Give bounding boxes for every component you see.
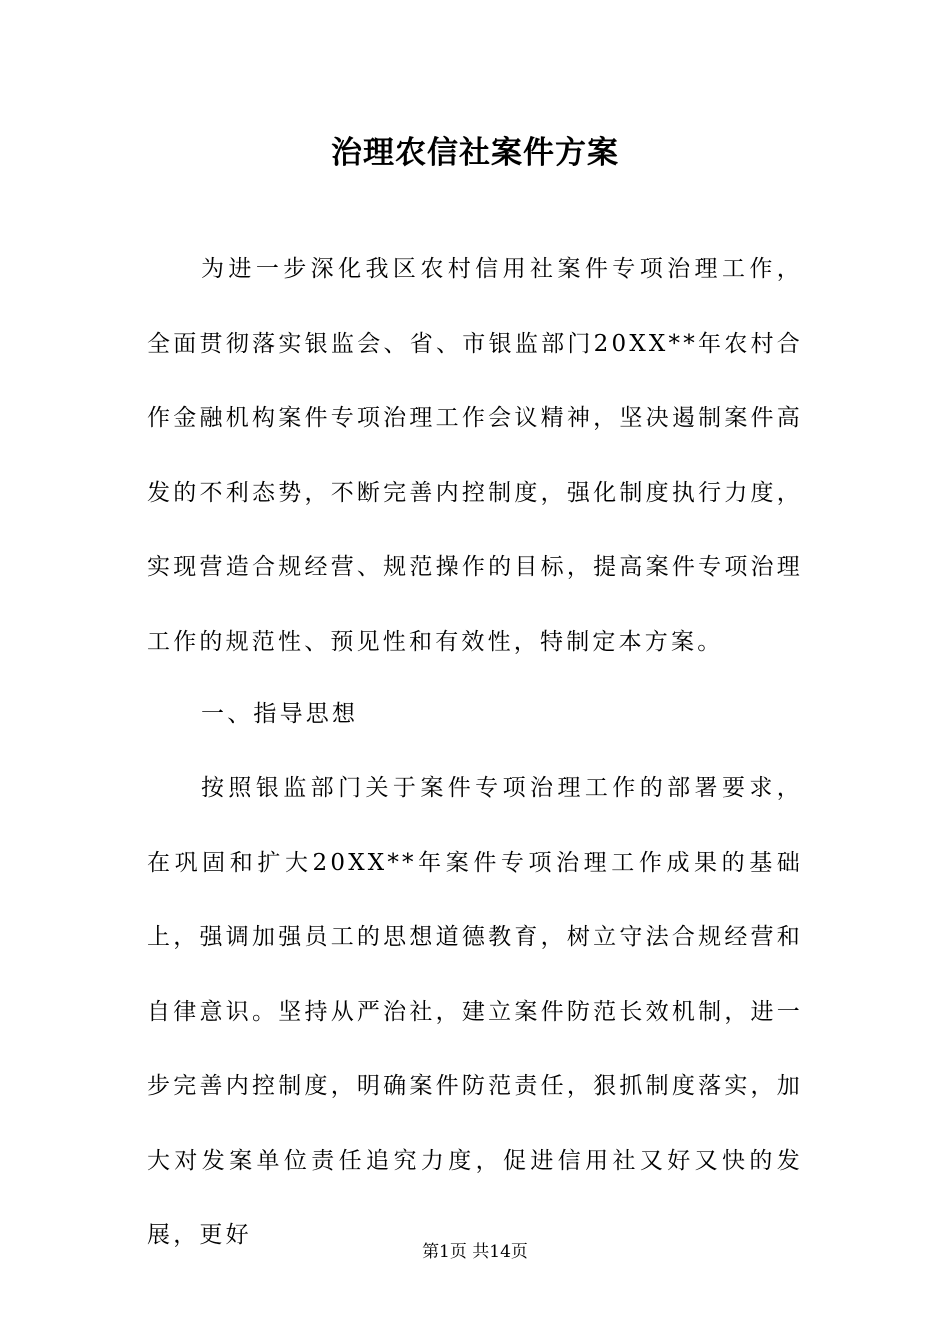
paragraph-guiding-thought: 按照银监部门关于案件专项治理工作的部署要求，在巩固和扩大20XX**年案件专项治理工作成果的基础上，强调加强员工的思想道德教育，树立守法合规经营和自律意识。坚持从严治社，建立案件防范长效机制，进一步完善内控制度，明确案件防范责任，狠抓制度落实，加大对发案单位责任追究力度，促进信用社又好又快的发展，更好 xyxy=(147,775,803,1248)
document-title: 治理农信社案件方案 xyxy=(331,135,619,171)
page-number-footer: 第1页 共14页 xyxy=(422,1242,528,1262)
paragraph-intro: 为进一步深化我区农村信用社案件专项治理工作，全面贯彻落实银监会、省、市银监部门20XX**年农村合作金融机构案件专项治理工作会议精神，坚决遏制案件高发的不利态势，不断完善内控制度，强化制度执行力度，实现营造合规经营、规范操作的目标，提高案件专项治理工作的规范性、预见性和有效性，特制定本方案。 xyxy=(147,256,803,655)
section-heading-guiding-thought: 一、指导思想 xyxy=(201,701,359,727)
